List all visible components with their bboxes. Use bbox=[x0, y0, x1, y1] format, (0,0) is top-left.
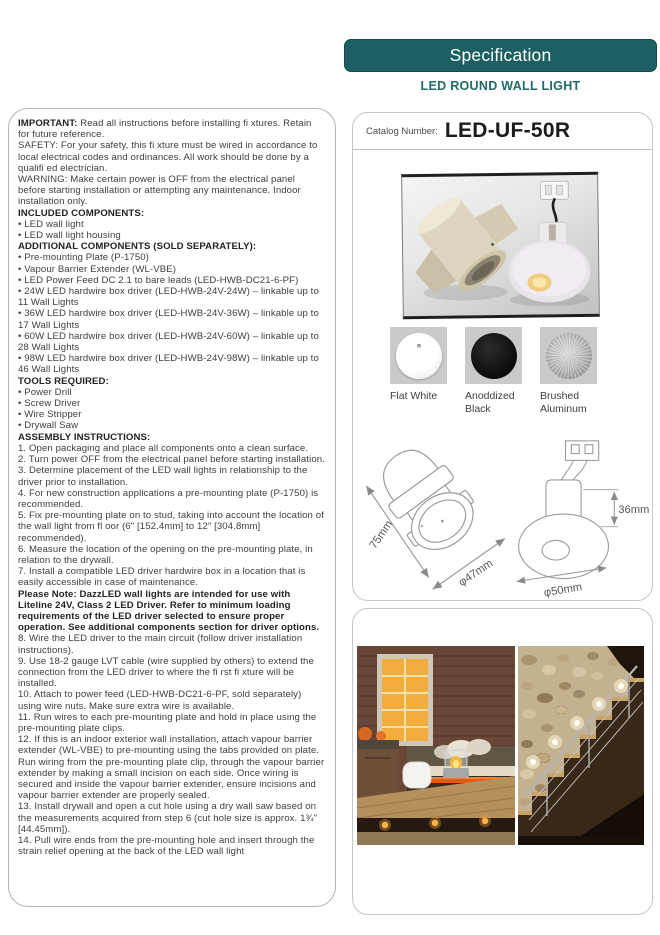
product-subtitle: LED ROUND WALL LIGHT bbox=[420, 79, 581, 93]
catalog-number-value: LED-UF-50R bbox=[444, 119, 571, 142]
finish-label: Brushed Aluminum bbox=[540, 390, 587, 415]
instruction-paragraph: 11. Run wires to each pre-mounting plate and hold in place using the pre-mounting plate clips. bbox=[18, 711, 317, 734]
instruction-paragraph: • Wire Stripper bbox=[18, 409, 82, 421]
instruction-paragraph: INCLUDED COMPONENTS: bbox=[18, 207, 145, 219]
finish-option-brushed-aluminum bbox=[540, 327, 597, 415]
instruction-paragraph: • Pre-mounting Plate (P-1750) bbox=[18, 252, 150, 264]
application-photo bbox=[357, 646, 644, 845]
wall-light-illustration bbox=[507, 181, 590, 303]
fire-pit bbox=[443, 750, 469, 778]
catalog-number-label: Catalog Number: bbox=[366, 125, 438, 137]
dim-face-diameter-label: φ50mm bbox=[543, 581, 584, 600]
anodized-black-swatch bbox=[465, 327, 522, 384]
product-panel bbox=[352, 112, 653, 601]
instruction-paragraph: 1. Open packaging and place all components onto a clean surface. bbox=[18, 442, 309, 454]
instruction-paragraph: 10. Attach to power feed (LED-HWB-DC21-6-PF, sold separately) using wire nuts. Make sure extra wire is available. bbox=[18, 689, 302, 712]
specification-header bbox=[344, 39, 657, 72]
instruction-paragraph: 4. For new construction applications a pre-mounting plate (P-1750) is recommended. bbox=[18, 487, 319, 510]
instruction-paragraph: • 24W LED hardwire box driver (LED-HWB-24V-24W) – linkable up to 11 Wall Lights bbox=[18, 286, 319, 309]
instruction-paragraph: IMPORTANT: Read all instructions before installing fi xtures. Retain for future reference. bbox=[18, 118, 312, 141]
instructions-panel bbox=[8, 108, 336, 907]
glowing-window bbox=[377, 654, 433, 746]
instruction-paragraph: 8. Wire the LED driver to the main circuit (follow driver installation instructions). bbox=[18, 633, 303, 656]
dim-housing-diameter-label: φ47mm bbox=[456, 557, 496, 589]
dim-height-label: 75mm bbox=[367, 518, 396, 552]
instruction-paragraph: 9. Use 18-2 gauge LVT cable (wire supplied by others) to extend the connection from the LED driver to where the fi rst fi xture will be installed. bbox=[18, 655, 314, 690]
application-panel bbox=[352, 608, 653, 915]
instruction-paragraph: • LED Power Feed DC 2.1 to bare leads (LED-HWB-DC21-6-PF) bbox=[18, 274, 299, 286]
dim-depth-label: 36mm bbox=[618, 504, 650, 517]
product-photo bbox=[401, 172, 600, 319]
dimension-diagram bbox=[355, 435, 651, 601]
finish-label: Flat White bbox=[390, 390, 438, 402]
instruction-paragraph: ADDITIONAL COMPONENTS (SOLD SEPARATELY): bbox=[18, 241, 257, 253]
instruction-paragraph: 12. If this is an indoor exterior wall installation, attach vapour barrier extender (WL-VBE) to pre-mounting using the tabs provided on plate. Run wiring from the pre-mounting plate clip, through the vapour barrier extender by making a small incision on each side. Once wiring is secured and inside the vapour barrier extender, ensure incisions and vapour barrier extender are properly sealed. bbox=[18, 734, 325, 802]
brushed-aluminum-circle bbox=[546, 333, 592, 379]
instruction-paragraph: Please Note: DazzLED wall lights are intended for use with Liteline 24V, Class 2 LED Driver. Refer to minimum loading requirements of the LED driver selected to ensure proper operation. See additional components section for driver options. bbox=[18, 588, 320, 634]
brushed-aluminum-swatch bbox=[540, 327, 597, 384]
instruction-paragraph: 13. Install drywall and open a cut hole using a dry wall saw based on the measurements acquired from step 6 (cut hole size is approx. 1¾" [44.45mm]). bbox=[18, 801, 318, 835]
instructions-text bbox=[18, 118, 325, 857]
instruction-paragraph: ASSEMBLY INSTRUCTIONS: bbox=[18, 431, 151, 443]
instruction-paragraph: 7. Install a compatible LED driver hardwire box in a location that is easily accessible in case of maintenance. bbox=[18, 566, 306, 589]
instruction-paragraph: WARNING: Make certain power is OFF from the electrical panel before starting installation or attempting any maintenance. Indoor installation only. bbox=[18, 174, 301, 208]
finish-option-flat-white bbox=[390, 327, 447, 415]
staircase-scene bbox=[518, 646, 644, 845]
specification-title: Specification bbox=[449, 45, 552, 65]
instruction-paragraph: 6. Measure the location of the opening on the pre-mounting plate, in relation to the drywall. bbox=[18, 543, 313, 566]
finish-label: Anoddized Black bbox=[465, 390, 515, 415]
instruction-paragraph: • LED wall light bbox=[18, 218, 84, 230]
instruction-paragraph: SAFETY: For your safety, this fi xture must be wired in accordance to local electrical codes and ordinances. All work should be done by a qualifi ed electrician. bbox=[18, 140, 318, 174]
anodized-black-circle bbox=[471, 333, 517, 379]
wall-light-drawing bbox=[517, 441, 619, 582]
deck-scene bbox=[357, 646, 515, 845]
instruction-paragraph: 3. Determine placement of the LED wall lights in relationship to the driver prior to installation. bbox=[18, 465, 308, 488]
flat-white-circle bbox=[396, 333, 442, 379]
instruction-paragraph: 2. Turn power OFF from the electrical panel before starting installation. bbox=[18, 454, 325, 466]
instruction-paragraph: • 60W LED hardwire box driver (LED-HWB-24V-60W) – linkable up to 28 Wall Lights bbox=[18, 330, 319, 354]
finish-option-anodized-black bbox=[465, 327, 522, 415]
swatch-hole bbox=[417, 344, 421, 348]
instruction-paragraph: • Drywall Saw bbox=[18, 420, 79, 432]
flat-white-swatch bbox=[390, 327, 447, 384]
product-photo-illustration bbox=[402, 175, 599, 316]
instruction-paragraph: • 36W LED hardwire box driver (LED-HWB-24V-36W) – linkable up to 17 Wall Lights bbox=[18, 308, 319, 331]
instruction-paragraph: • Power Drill bbox=[18, 386, 72, 398]
instruction-paragraph: • Screw Driver bbox=[18, 398, 81, 410]
instruction-paragraph: TOOLS REQUIRED: bbox=[18, 375, 109, 387]
instruction-paragraph: 14. Pull wire ends from the pre-mounting hole and insert through the strain relief opening at the back of the LED wall light bbox=[18, 835, 315, 858]
finish-options bbox=[390, 327, 597, 415]
catalog-row bbox=[353, 113, 652, 150]
instruction-paragraph: • LED wall light housing bbox=[18, 230, 121, 242]
instruction-paragraph: 5. Fix pre-mounting plate on to stud, taking into account the location of the wall light from fl oor (6" [152.4mm] to 12" [304.8mm] recommended). bbox=[18, 510, 324, 544]
instruction-paragraph: • Vapour Barrier Extender (WL-VBE) bbox=[18, 263, 177, 275]
instruction-paragraph: • 98W LED hardwire box driver (LED-HWB-24V-98W) – linkable up to 46 Wall Lights bbox=[18, 353, 319, 376]
